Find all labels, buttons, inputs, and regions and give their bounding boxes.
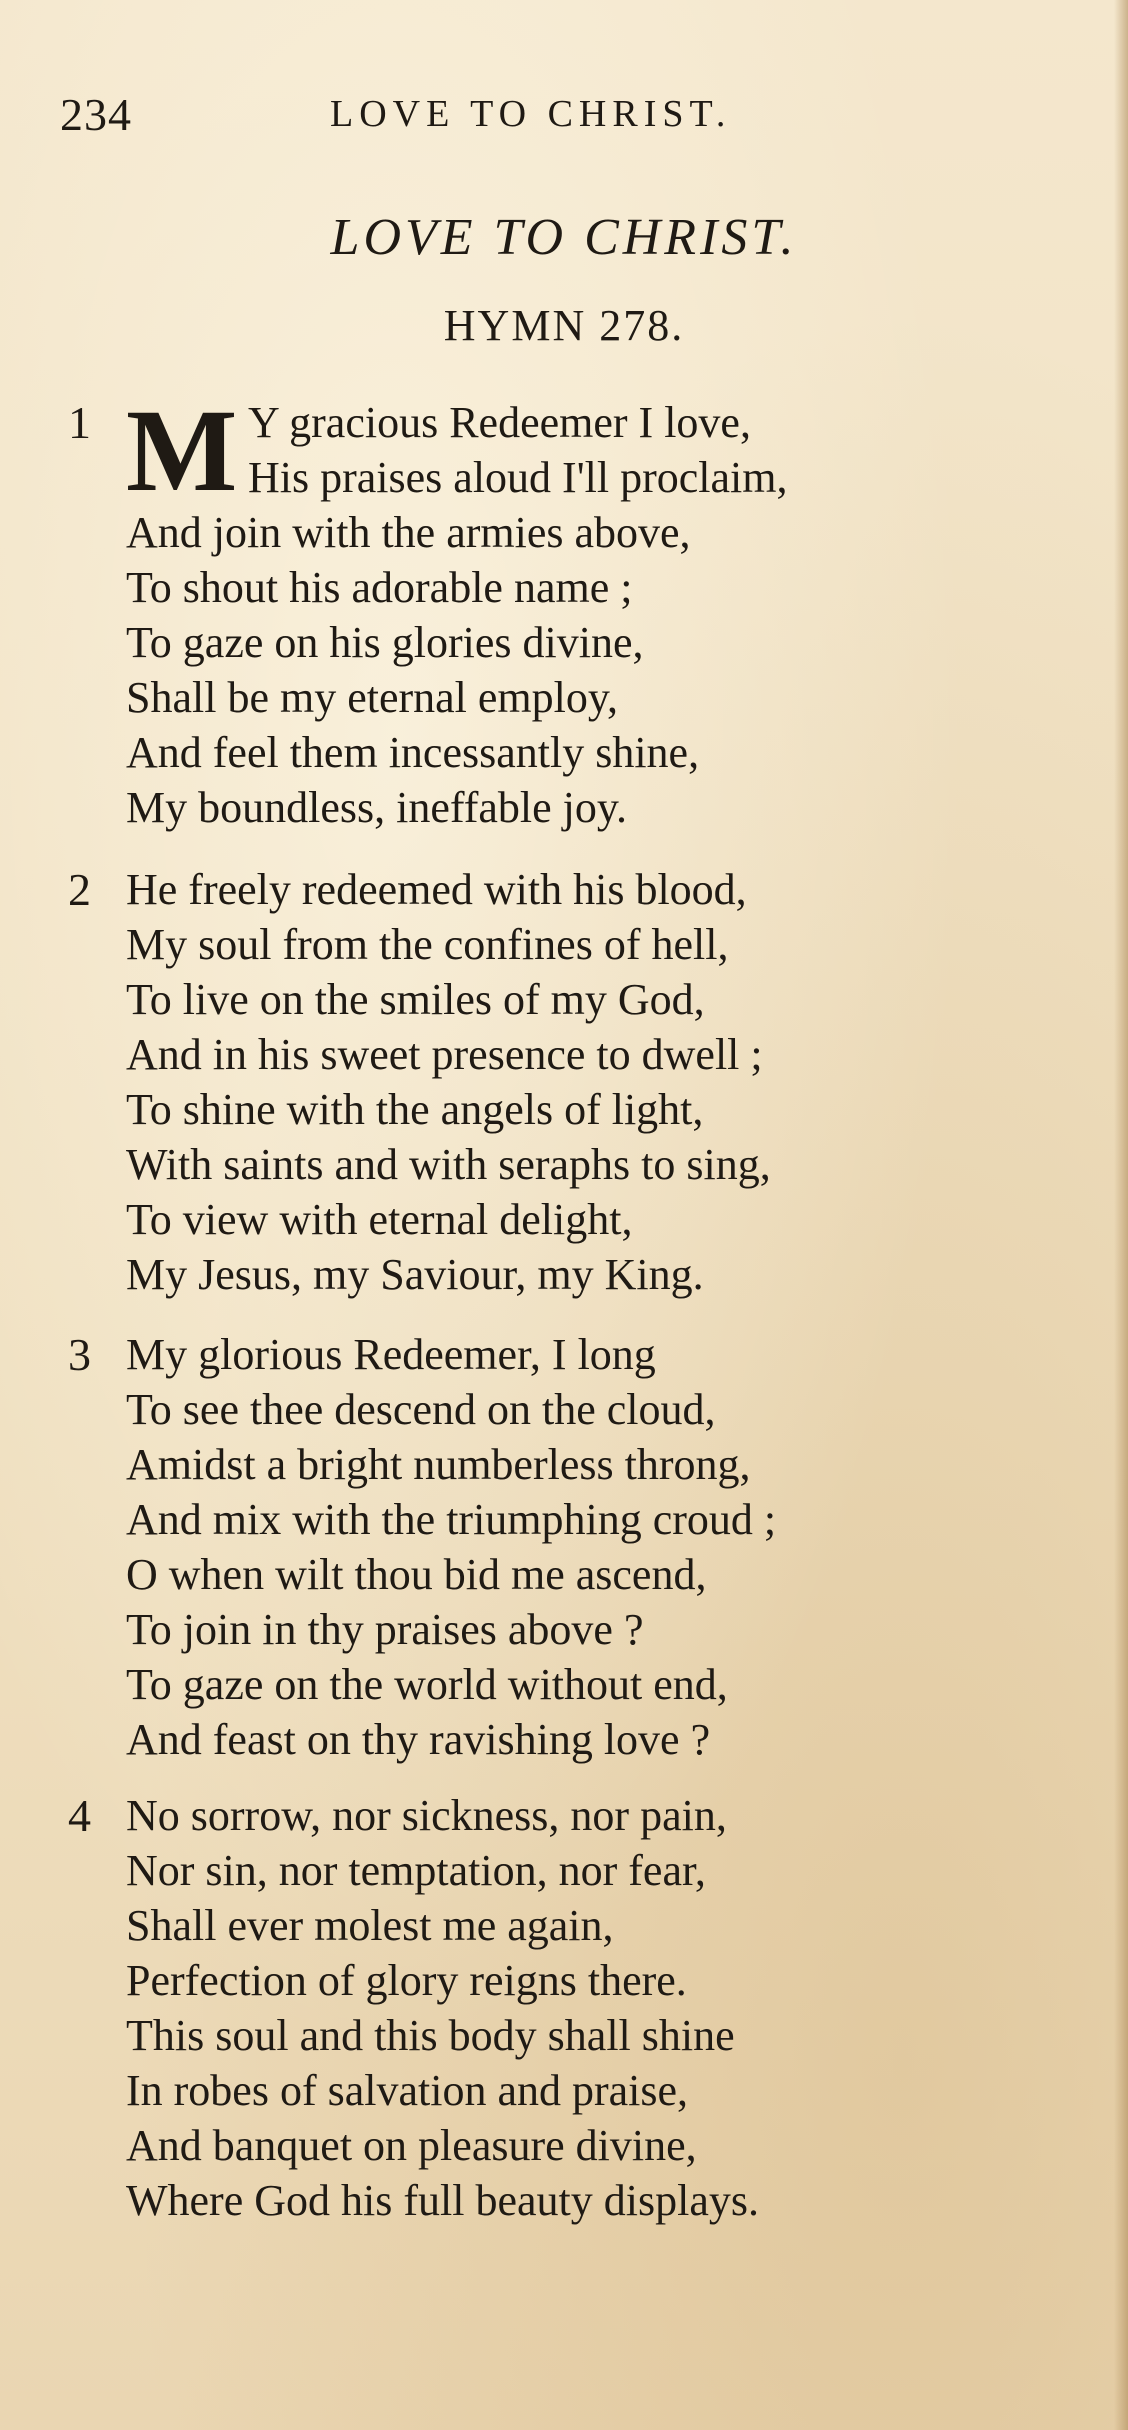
verse-line: With saints and with seraphs to sing, — [126, 1140, 771, 1189]
verse-line: He freely redeemed with his blood, — [126, 865, 747, 914]
verse-line: And feel them incessantly shine, — [126, 728, 700, 777]
verse-line: To live on the smiles of my God, — [126, 975, 705, 1024]
verse-line: To gaze on the world without end, — [126, 1660, 728, 1709]
verse-line: My soul from the confines of hell, — [126, 920, 729, 969]
verse-line: His praises aloud I'll proclaim, — [248, 453, 788, 502]
verse-line: Shall be my eternal employ, — [126, 673, 619, 722]
verse-line: Nor sin, nor temptation, nor fear, — [126, 1846, 706, 1895]
stanza-number: 2 — [68, 864, 91, 915]
stanza-number: 4 — [68, 1790, 91, 1841]
verse-line: My Jesus, my Saviour, my King. — [126, 1250, 704, 1299]
running-head — [60, 88, 1060, 148]
verse-line: Shall ever molest me again, — [126, 1901, 614, 1950]
verse-line: Amidst a bright numberless throng, — [126, 1440, 751, 1489]
verse-line: To shine with the angels of light, — [126, 1085, 704, 1134]
section-title: LOVE TO CHRIST. — [330, 209, 798, 266]
verse-line: And in his sweet presence to dwell ; — [126, 1030, 763, 1079]
hymn-number: HYMN 278. — [443, 301, 685, 350]
stanza-lines — [126, 1788, 1106, 2228]
drop-cap: M — [126, 385, 238, 516]
verse-line: O when wilt thou bid me ascend, — [126, 1550, 707, 1599]
stanza-lines — [126, 862, 1106, 1302]
verse-line: And feast on thy ravishing love ? — [126, 1715, 711, 1764]
stanza-number: 3 — [68, 1329, 91, 1380]
page-edge-shadow — [1114, 0, 1128, 2430]
verse-line: And mix with the triumphing croud ; — [126, 1495, 777, 1544]
verse-line: To gaze on his glories divine, — [126, 618, 644, 667]
verse-line: To view with eternal delight, — [126, 1195, 633, 1244]
verse-line: My boundless, ineffable joy. — [126, 783, 628, 832]
verse-line: In robes of salvation and praise, — [126, 2066, 689, 2115]
verse-line: To shout his adorable name ; — [126, 563, 633, 612]
verse-line: To join in thy praises above ? — [126, 1605, 644, 1654]
verse-line: Where God his full beauty displays. — [126, 2176, 759, 2225]
first-line-text: Y gracious Redeemer I love, — [248, 398, 751, 447]
verse-line: To see thee descend on the cloud, — [126, 1385, 716, 1434]
verse-line: And join with the armies above, — [126, 508, 691, 557]
verse-line: This soul and this body shall shine — [126, 2011, 735, 2060]
verse-line: Perfection of glory reigns there. — [126, 1956, 687, 2005]
stanza-lines — [126, 385, 1106, 835]
running-title: LOVE TO CHRIST. — [330, 93, 732, 135]
stanza-number: 1 — [68, 397, 91, 448]
verse-line: And banquet on pleasure divine, — [126, 2121, 697, 2170]
verse-line: My glorious Redeemer, I long — [126, 1330, 656, 1379]
verse-line: No sorrow, nor sickness, nor pain, — [126, 1791, 727, 1840]
stanza-lines — [126, 1327, 1106, 1767]
page-number: 234 — [60, 89, 132, 140]
